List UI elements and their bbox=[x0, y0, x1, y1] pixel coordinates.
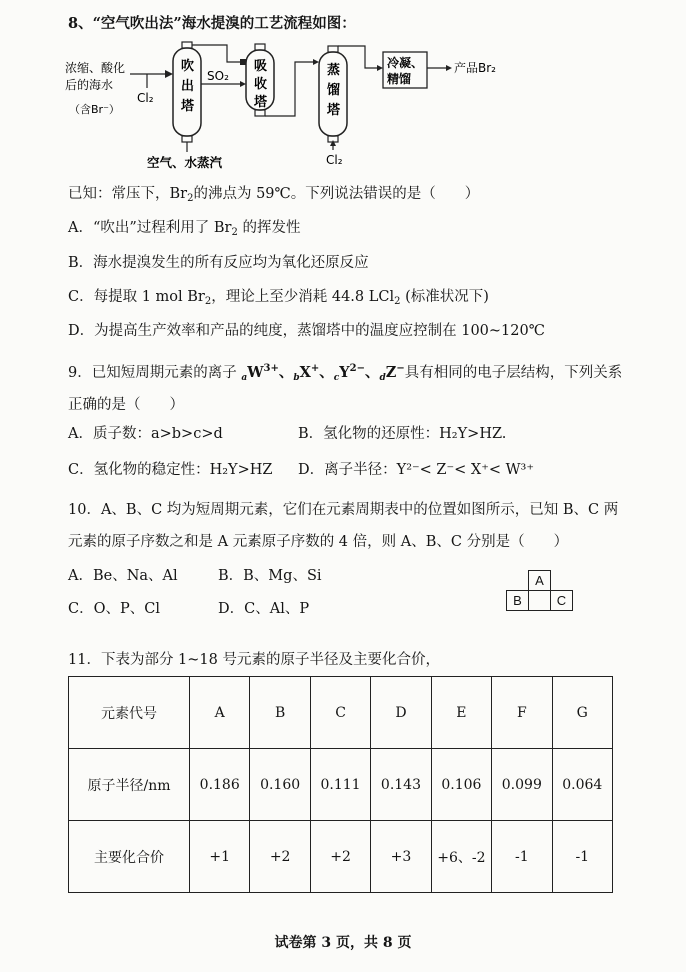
table-cell: 0.143 bbox=[371, 749, 431, 821]
cl2-feed-label: Cl₂ bbox=[137, 91, 154, 105]
q9-line2: 正确的是（ ） bbox=[68, 397, 184, 413]
grid-cell-b: B bbox=[506, 590, 529, 611]
condenser-line1: 冷凝、 bbox=[387, 56, 424, 70]
table-header-cell: B bbox=[250, 677, 310, 749]
q9-option-c: C．氢化物的稳定性：H₂Y>HZ bbox=[68, 462, 273, 478]
table-cell: 0.160 bbox=[250, 749, 310, 821]
q11-title: 11．下表为部分 1~18 号元素的原子半径及主要化合价， bbox=[68, 652, 440, 668]
q10-option-d: D．C、Al、P bbox=[218, 601, 310, 617]
table-header-cell: A bbox=[190, 677, 250, 749]
q8-stem: 已知：常压下，$Br_2$的沸点为 59℃。下列说法错误的是（ ） bbox=[68, 186, 480, 204]
feed-arrowhead bbox=[165, 70, 173, 78]
pipe-2-3 bbox=[265, 62, 317, 116]
svg-text:塔: 塔 bbox=[327, 103, 341, 118]
table-header-cell: D bbox=[371, 677, 431, 749]
q8-option-c: C．每提取 1 mol $Br_2$，理论上至少消耗 44.8 LCl$_2$ (标准状况下) bbox=[68, 289, 489, 307]
svg-text:蒸: 蒸 bbox=[327, 63, 341, 78]
table-cell: 0.099 bbox=[492, 749, 552, 821]
table-cell: 0.186 bbox=[190, 749, 250, 821]
table-cell: 0.106 bbox=[431, 749, 491, 821]
q10-line2: 元素的原子序数之和是 A 元素原子序数的 4 倍，则 A、B、C 分别是（ ） bbox=[68, 534, 569, 550]
q8-option-b: B．海水提溴发生的所有反应均为氧化还原反应 bbox=[68, 255, 369, 271]
table-cell: +3 bbox=[371, 821, 431, 893]
svg-text:收: 收 bbox=[254, 77, 268, 92]
tower-blowout-char2: 出 bbox=[181, 79, 195, 94]
q8-option-d: D．为提高生产效率和产品的纯度，蒸馏塔中的温度应控制在 100~120℃ bbox=[68, 323, 545, 339]
table-header-cell: G bbox=[552, 677, 612, 749]
grid-cell-c: C bbox=[550, 590, 573, 611]
q8-title: 8、“空气吹出法”海水提溴的工艺流程如图： bbox=[68, 15, 356, 32]
q9-option-b: B．氢化物的还原性：H₂Y>HZ. bbox=[298, 426, 507, 442]
product-label: 产品Br₂ bbox=[454, 61, 496, 75]
table-header-cell: C bbox=[310, 677, 370, 749]
feed-label-line1: 浓缩、酸化 bbox=[65, 61, 126, 75]
table-header-cell: F bbox=[492, 677, 552, 749]
table-row bbox=[69, 749, 613, 821]
table-cell: 0.064 bbox=[552, 749, 612, 821]
tower-blowout-char1: 吹 bbox=[181, 59, 195, 74]
process-flow-diagram bbox=[55, 40, 515, 180]
svg-text:塔: 塔 bbox=[254, 95, 268, 110]
grid-cell-empty bbox=[528, 590, 551, 611]
table-cell: +6、-2 bbox=[431, 821, 491, 893]
q10-option-c: C．O、P、Cl bbox=[68, 601, 160, 617]
bottom-air-label: 空气、水蒸汽 bbox=[147, 155, 223, 170]
cl2-bottom-label: Cl₂ bbox=[326, 153, 343, 167]
tower-blowout-top bbox=[182, 42, 192, 48]
q9-option-d: D．离子半径：Y²⁻< Z⁻< X⁺< W³⁺ bbox=[298, 462, 535, 478]
table-header-cell: E bbox=[431, 677, 491, 749]
svg-text:馏: 馏 bbox=[327, 83, 341, 98]
table-cell: 原子半径/nm bbox=[69, 749, 190, 821]
table-row bbox=[69, 821, 613, 893]
element-data-table bbox=[68, 676, 613, 893]
table-header-cell: 元素代号 bbox=[69, 677, 190, 749]
table-cell: -1 bbox=[492, 821, 552, 893]
q9-option-a: A．质子数：a>b>c>d bbox=[68, 426, 223, 442]
tower-blowout-char3: 塔 bbox=[181, 99, 195, 114]
q10-option-a: A．Be、Na、Al bbox=[68, 568, 178, 584]
feed-label-line3: （含Br⁻） bbox=[69, 103, 120, 116]
condenser-line2: 精馏 bbox=[387, 72, 412, 86]
so2-label: SO₂ bbox=[207, 69, 229, 83]
grid-cell-a: A bbox=[528, 570, 551, 591]
table-cell: +2 bbox=[250, 821, 310, 893]
q8-option-a: A．“吹出”过程利用了 $Br_2$ 的挥发性 bbox=[68, 220, 301, 238]
table-cell: -1 bbox=[552, 821, 612, 893]
q10-line1: 10．A、B、C 均为短周期元素，它们在元素周期表中的位置如图所示，已知 B、C 两 bbox=[68, 502, 619, 518]
svg-text:吸: 吸 bbox=[254, 59, 268, 74]
table-cell: +1 bbox=[190, 821, 250, 893]
q10-option-b: B．B、Mg、Si bbox=[218, 568, 322, 584]
table-cell: 0.111 bbox=[310, 749, 370, 821]
table-cell: +2 bbox=[310, 821, 370, 893]
tower-blowout-bottom bbox=[182, 136, 192, 142]
pipe-1-2 bbox=[192, 45, 244, 62]
q9-line1: 9．已知短周期元素的离子 $_aW^{3+}$、$_b$X+、$_cY^{2-}$、$_d$Z−具有相同的电子层结构，下列关系 bbox=[68, 363, 623, 383]
table-cell: 主要化合价 bbox=[69, 821, 190, 893]
page-footer: 试卷第 3 页，共 8 页 bbox=[274, 935, 412, 951]
table-row bbox=[69, 677, 613, 749]
feed-label-line2: 后的海水 bbox=[65, 78, 114, 92]
